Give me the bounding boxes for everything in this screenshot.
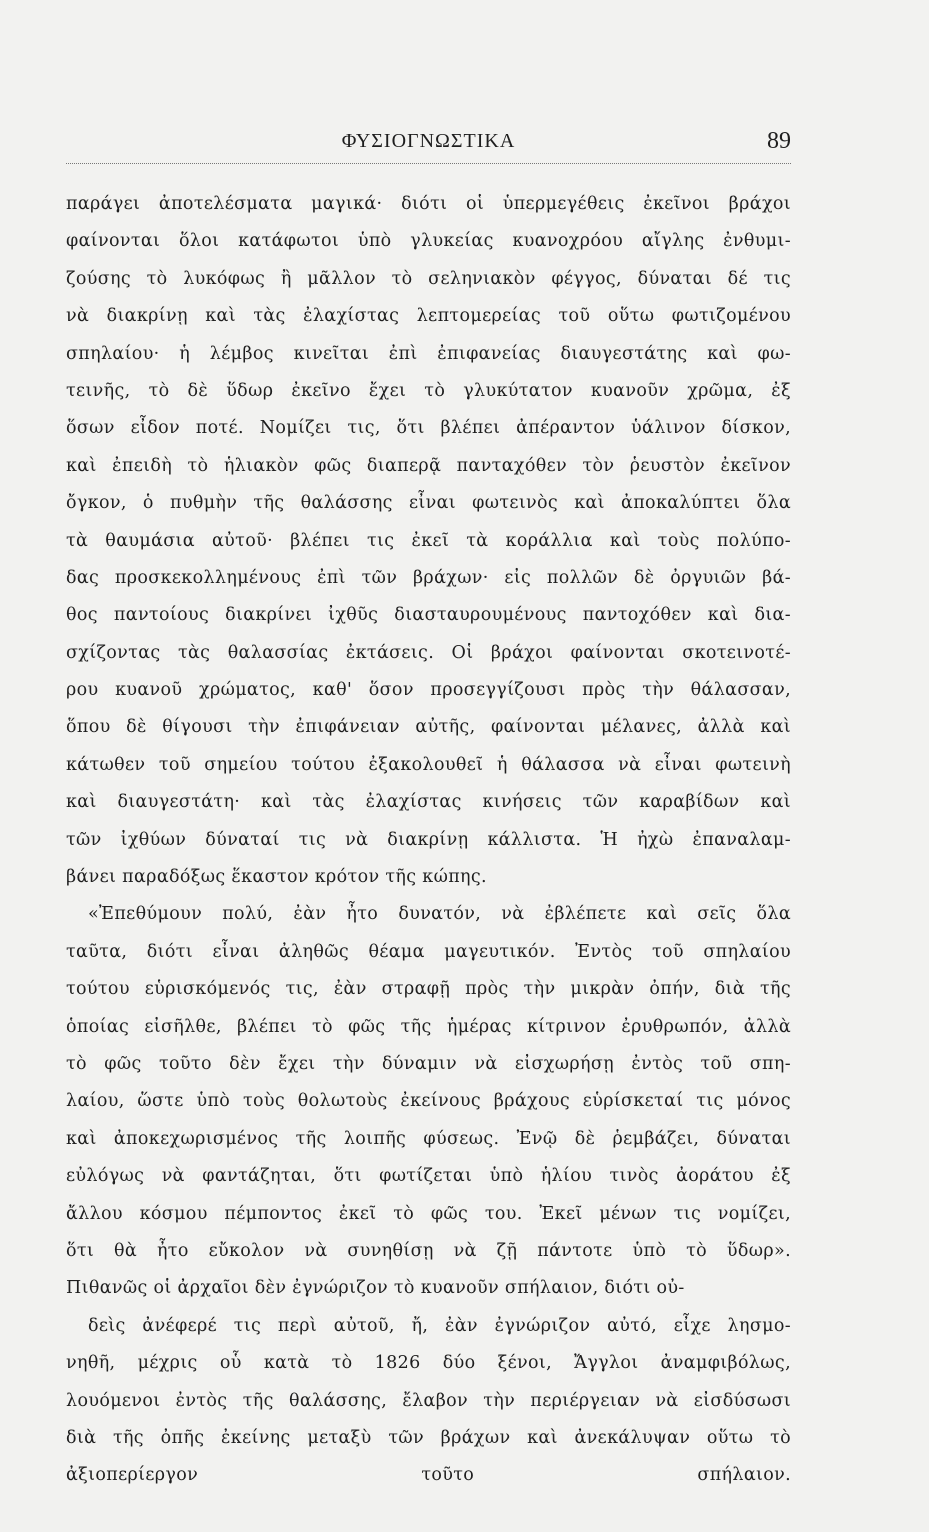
text-line: νὰ διακρίνῃ καὶ τὰς ἐλαχίστας λεπτομερείας τοῦ οὕτω φωτιζομένου (66, 306, 791, 327)
text-line: δας προσκεκολλημένους ἐπὶ τῶν βράχων· εἰς πολλῶν δὲ ὀργυιῶν βά- (66, 567, 791, 588)
text-line: λουόμενοι ἐντὸς τῆς θαλάσσης, ἔλαβον τὴν περιέργειαν νὰ εἰσδύσωσι (66, 1390, 791, 1411)
page-number: 89 (767, 128, 791, 154)
text-line: λαίου, ὥστε ὑπὸ τοὺς θολωτοὺς ἐκείνους βράχους εὑρίσκεταί τις μόνος (66, 1091, 791, 1112)
text-line: ζούσης τὸ λυκόφως ἢ μᾶλλον τὸ σεληνιακὸν φέγγος, δύναται δέ τις (66, 268, 791, 289)
text-line: κάτωθεν τοῦ σημείου τούτου ἐξακολουθεῖ ἡ θάλασσα νὰ εἶναι φωτεινὴ (66, 754, 791, 775)
paragraph-end-line: βάνει παραδόξως ἕκαστον κρότον τῆς κώπης. (66, 867, 487, 888)
text-line: ὄγκον, ὁ πυθμὴν τῆς θαλάσσης εἶναι φωτεινὸς καὶ ἀποκαλύπτει ὅλα (66, 493, 791, 514)
text-line: καὶ ἀποκεχωρισμένος τῆς λοιπῆς φύσεως. Ἐνῷ δὲ ῥεμβάζει, δύναται (66, 1128, 791, 1149)
text-line: τούτου εὑρισκόμενός τις, ἐὰν στραφῇ πρὸς τὴν μικρὰν ὀπήν, διὰ τῆς (66, 979, 791, 1000)
text-line: ὅσων εἶδον ποτέ. Νομίζει τις, ὅτι βλέπει ἀπέραντον ὑάλινον δίσκον, (66, 418, 791, 439)
text-line: ρου κυανοῦ χρώματος, καθ' ὅσον προσεγγίζουσι πρὸς τὴν θάλασσαν, (66, 680, 791, 701)
page-header (66, 128, 791, 160)
text-line: τὸ φῶς τοῦτο δὲν ἔχει τὴν δύναμιν νὰ εἰσχωρήσῃ ἐντὸς τοῦ σπη- (66, 1053, 791, 1074)
text-line: τὰ θαυμάσια αὐτοῦ· βλέπει τις ἐκεῖ τὰ κοράλλια καὶ τοὺς πολύπο- (66, 530, 791, 551)
text-line: ὅπου δὲ θίγουσι τὴν ἐπιφάνειαν αὐτῆς, φαίνονται μέλανες, ἀλλὰ καὶ (66, 717, 791, 738)
text-line: ὅτι θὰ ἦτο εὔκολον νὰ συνηθίσῃ νὰ ζῇ πάντοτε ὑπὸ τὸ ὕδωρ». (66, 1240, 791, 1261)
text-line: διὰ τῆς ὀπῆς ἐκείνης μεταξὺ τῶν βράχων καὶ ἀνεκάλυψαν οὕτω τὸ (66, 1427, 791, 1448)
text-line: καὶ ἐπειδὴ τὸ ἡλιακὸν φῶς διαπερᾷ πανταχόθεν τὸν ῥευστὸν ἐκεῖνον (66, 455, 791, 476)
text-line: ἄλλου κόσμου πέμποντος ἐκεῖ τὸ φῶς του. Ἐκεῖ μένων τις νομίζει, (66, 1203, 791, 1224)
text-line: ταῦτα, διότι εἶναι ἀληθῶς θέαμα μαγευτικόν. Ἐντὸς τοῦ σπηλαίου (66, 941, 791, 962)
paragraph-start-line: «Ἐπεθύμουν πολύ, ἐὰν ἦτο δυνατόν, νὰ ἐβλέπετε καὶ σεῖς ὅλα (88, 904, 791, 925)
body-text (66, 186, 791, 1532)
text-line: ἀξιοπερίεργον τοῦτο σπήλαιον. (66, 1465, 791, 1486)
text-line: παράγει ἀποτελέσματα μαγικά· διότι οἱ ὑπερμεγέθεις ἐκεῖνοι βράχοι (66, 194, 791, 214)
text-line: σπηλαίου· ἡ λέμβος κινεῖται ἐπὶ ἐπιφανείας διαυγεστάτης καὶ φω- (66, 343, 791, 364)
text-line: νηθῆ, μέχρις οὗ κατὰ τὸ 1826 δύο ξένοι, Ἄγγλοι ἀναμφιβόλως, (66, 1353, 791, 1374)
header-rule (66, 163, 791, 164)
paragraph-end-line: Πιθανῶς οἱ ἀρχαῖοι δὲν ἐγνώριζον τὸ κυανοῦν σπήλαιον, διότι οὐ- (66, 1278, 685, 1299)
paragraph-start-line: δεὶς ἀνέφερέ τις περὶ αὐτοῦ, ἤ, ἐὰν ἐγνώριζον αὐτό, εἶχε λησμο- (88, 1315, 791, 1336)
text-line: ὁποίας εἰσῆλθε, βλέπει τὸ φῶς τῆς ἡμέρας κίτρινον ἐρυθρωπόν, ἀλλὰ (66, 1016, 791, 1037)
text-line: καὶ διαυγεστάτη· καὶ τὰς ἐλαχίστας κινήσεις τῶν καραβίδων καὶ (66, 792, 791, 813)
text-line: σχίζοντας τὰς θαλασσίας ἐκτάσεις. Οἱ βράχοι φαίνονται σκοτεινοτέ- (66, 642, 791, 663)
text-line: θος παντοίους διακρίνει ἰχθῦς διασταυρουμένους παντοχόθεν καὶ δια- (66, 605, 791, 626)
text-line: εὐλόγως νὰ φαντάζηται, ὅτι φωτίζεται ὑπὸ ἡλίου τινὸς ἀοράτου ἐξ (66, 1166, 791, 1187)
running-head: ΦΥΣΙΟΓΝΩΣΤΙΚΑ (341, 130, 516, 152)
paragraph-end-line (66, 1495, 791, 1532)
text-line: φαίνονται ὅλοι κατάφωτοι ὑπὸ γλυκείας κυανοχρόου αἴγλης ἐνθυμι- (66, 231, 791, 252)
text-line: τεινῆς, τὸ δὲ ὕδωρ ἐκεῖνο ἔχει τὸ γλυκύτατον κυανοῦν χρῶμα, ἐξ (66, 380, 791, 401)
text-line: τῶν ἰχθύων δύναταί τις νὰ διακρίνῃ κάλλιστα. Ἡ ἠχὼ ἐπαναλαμ- (66, 829, 791, 850)
